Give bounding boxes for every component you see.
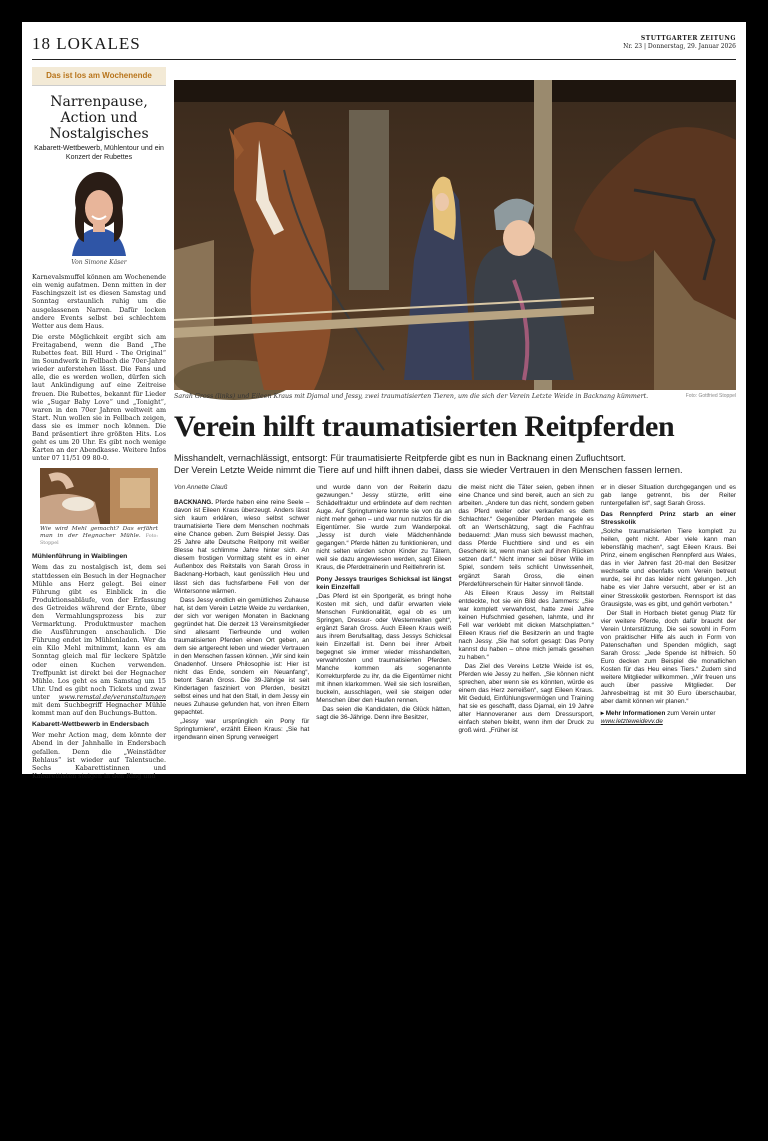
article-column-3 (459, 484, 594, 774)
mill-photo-caption: Wie wird Mehl gemacht? Das erfährt man in der Hegnacher Mühle. Foto: Stoppel (40, 526, 159, 547)
article-paragraph: Dass Jessy endlich ein gemütliches Zuhause hat, ist dem Verein Letzte Weide zu verdanken, der sich vor wenigen Monaten in Backnang gegründet hat. Die derzeit 13 Vereinsmitglieder sind allesamt Tierfreunde und wollen traumatisierten Pferden einen Ort geben, an dem sie artgerecht leben und wieder Vertrauen in den Menschen fassen können. „Wir sind kein Gnadenhof. Unsere Philosophie ist: Hier ist nicht das Ende, sondern ein Neuanfang“, betont Sarah Gross. Die 39-Jährige ist seit Kindertagen fasziniert von Pferden, besitzt selbst eines und hat den Stall, in dem Jessy ein neues Zuhause gefunden hat, von ihren Eltern gepachtet. (174, 596, 310, 717)
article-column-4 (601, 484, 736, 774)
article-column-1 (174, 484, 309, 774)
sidebar-paragraph: Wer mehr Action mag, dem könnte der Abend in der Jahnhalle in Endersbach gefallen. Denn die „Weinstädter Rehlaus“ ist wieder auf Talentsuche. Sechs Kabarettistinnen und Kabarettisten steigen in den Ring und (32, 731, 166, 780)
article-paragraph: Als Eileen Kraus Jessy im Reitstall entdeckte, hot sie ein Bild des Jammers: „Sie war komplett verwahrlost, hatte zwei Jahre keinen Hufschmied gesehen, lahmte, und ihr Fell war verklebt mit dicken Matschplatten.“ Eileen Kraus rief die Besitzerin an und fragte nach Jessy. „Sie hat sofort gesagt: Das Pony kannst du haben – ohne mich jemals gesehen zu haben.“ (458, 589, 594, 661)
horses-photo-image (174, 80, 736, 390)
article-paragraph: Das seien die Kandidaten, die Glück hätten, sagt die 36-Jährige. Denn ihre Besitzer, (316, 706, 452, 722)
remstal-link[interactable]: www.remstal.de/veranstaltungen (58, 692, 166, 701)
sidebar-paragraph: Karnevalsmuffel können am Wochenende ein wenig aufatmen. Denn mitten in der Faschingszeit ist es diesen Samstag und Sonntag erstaunlich ruhig um die ausgelassenen Narren. Dafür locken andere Events selbst bei schlechtem Wetter aus dem Haus. (32, 273, 166, 330)
article-paragraph: BACKNANG. Pferde haben eine reine Seele – davon ist Eileen Kraus überzeugt. Anders lässt sich kaum erklären, wieso selbst schwer traumatisierte Tiere dem Menschen nochmals eine Chance geben. Zum Beispiel Jessy. Das 25 Jahre alte Deutsche Reitpony mit weißer Blesse hat schlimme Jahre hinter sich. An diesem frostigen Vormittag steht es in einer Außenbox des Reitstalls von Sarah Gross in Backnang-Horbach, kaut genüsslich Heu und lässt sich das fuchsfarbene Fell von der Wintersonne wärmen. (174, 499, 310, 595)
sidebar-subtitle: Kabarett-Wettbewerb, Mühlentour und ein Konzert der Rubettes (34, 145, 164, 162)
photo-credit: Foto: Gottfried Stoppel (685, 393, 736, 399)
sidebar-heading: Mühlenführung in Waiblingen (32, 553, 128, 561)
masthead (623, 35, 736, 51)
sidebar-byline: Von Simone Käser (71, 259, 127, 267)
horses-photo (174, 80, 736, 390)
sidebar-paragraph: Wem das zu nostalgisch ist, dem sei stattdessen ein Besuch in der Hegnacher Mühle ans Herz gelegt. Bei einer Führung gibt es Einblick in die Produktionsabläufe, von der Erfassung des Getreides während der Ernte, über den Vermahlungsprozess bis zur Vermarktung. Produktmuster machen die Ausführungen anschaulich. Die Führung endet im Mühlenladen. Wer da ein Kilo Mehl mitnimmt, kann es am Sonntag gleich mal für leckere Spätzle oder einen Kuchen verwenden. Treffpunkt ist direkt bei der Hegnacher Mühle. Los geht es am Samstag um 15 Uhr. Und es gibt noch Tickets und zwar unter www.remstal.de/veranstaltungen mit dem Suchbegriff Hegnacher Mühle kommt man auf den Buchungs-Button. (32, 563, 166, 718)
article-subheading: Das Rennpferd Prinz starb an einer Stresskolik (600, 511, 736, 527)
sidebar-heading: Kabarett-Wettbewerb in Endersbach (32, 721, 149, 729)
mill-photo-image (40, 468, 158, 524)
verein-link[interactable]: www.letzteweidevv.de (600, 718, 663, 726)
section-kicker: Das ist los am Wochenende (32, 67, 166, 86)
article-byline: Von Annette Clauß (174, 484, 228, 491)
issue-info: Nr. 23 | Donnerstag, 29. Januar 2026 (623, 43, 736, 50)
article-paragraph: Das Ziel des Vereins Letzte Weide ist es, Pferden wie Jessy zu helfen. „Sie können nicht sprechen, aber wenn sie es könnten, würde es einem das Herz zerreißen“, sagt Eileen Kraus. Mit Geduld, Einfühlungsvermögen und Training hat sie es geschafft, dass Djamal, ein 19 Jahre alter Hannoveraner aus dem Dressursport, einfach stehen bleibt, wenn ihm der Druck zu groß wird. „Früher ist (458, 663, 594, 735)
weekend-column (32, 67, 166, 783)
article-paragraph: er in dieser Situation durchgegangen und es gab lange getrennt, bis der Reiter runtergefallen ist“, sagt Sarah Gross. (600, 484, 736, 508)
paper-name: STUTTGARTER ZEITUNG (640, 35, 736, 42)
article-paragraph: Der Stall in Horbach bietet genug Platz für vier weitere Pferde, doch dafür braucht der Verein Unterstützung. Die sei sowohl in Form von praktischer Hilfe als auch in Form von Patenschaften und Spenden möglich, sagt Sarah Gross: „Jede Spende ist hilfreich. 50 Euro decken zum Beispiel die monatlichen Kosten für das Heu eines Tiers.“ Zudem sind weitere Mitglieder willkommen. „Wir freuen uns auch über passive Mitglieder. Der Jahresbeitrag ist mit 30 Euro überschaubar, aber damit können wir planen.“ (600, 609, 736, 706)
page-number: 18 LOKALES (32, 34, 141, 53)
article-paragraph: und wurde dann von der Reiterin dazu gezwungen.“ Jessy stürzte, erlitt eine Schädelfraktur und erblindete auf dem rechten Auge. Auf Springturniere konnte sie von da an nicht mehr gehen – und war nun nutzlos für die Eigentümer. Sie wurde zum Wanderpokal. „Jessy ist durch viele Mädchenhände gegangen.“ Pferde hätten zu funktionieren, und nicht selten würden schon Kinder zu Tätern, weil sie dazu angewiesen werden, sagt Eileen Kraus, die Pferdetrainerin und Reitlehrerin ist. (316, 484, 452, 572)
article-deck: Misshandelt, vernachlässigt, entsorgt: Für traumatisierte Reitpferde gibt es nun in Backnang einen Zufluchtsort. Der Verein Letzte Weide nimmt die Tiere auf und hilft ihnen dabei, dass sie wieder Vertrauen in den Menschen fassen lernen. (174, 453, 683, 475)
author-portrait-image (32, 168, 166, 256)
article-paragraph: die meist nicht die Täter seien, geben ihnen eine Chance und sind bereit, auch an sich zu arbeiten. „Andere tun das nicht, sondern geben das Pferd weiter oder verkaufen es dem Schlachter.“ Gegenüber Pferden mangele es oft an Wertschätzung, sagt die Fachfrau bedauernd: „Man muss sich bewusst machen, dass Pferde Fluchttiere sind und es ein Geschenk ist, wenn man sich auf ihren Rücken setzen darf.“ Nicht immer sei böser Wille im Spiel, sondern teils schlicht Unwissenheit, ergänzt Sarah Gross, die einen Pferdeführerschein für Halter sinnvoll fände. (458, 484, 594, 588)
page-header (32, 32, 736, 60)
mill-photo (40, 468, 158, 524)
article-paragraph: „Jessy war ursprünglich ein Pony für Springturniere“, erzählt Eileen Kraus: „Sie hat irgendwann einen Sprung verweigert (174, 718, 310, 742)
article-headline: Verein hilft traumatisierten Reitpferden (174, 410, 675, 443)
sidebar-paragraph: Die erste Möglichkeit ergibt sich am Freitagabend, wenn die Band „The Rubettes feat. Bill Hurd - The Original“ im Soundwerk in Fellbach die 70er-Jahre wieder auferstehen lässt. Die Fans und alle, die es werden wollen, dürfen sich laut Ankündigung auf eine Zeitreise freuen. Die Rubettes, bekannt für Lieder wie „Sugar Baby Love“ und „Tonight“, waren in den 70er Jahren weltweit am Start. Nun wollen sie in Fellbach zeigen, dass sie es immer noch können. Die Band präsentiert ihre größten Hits. Los geht es um 20 Uhr. Es gibt noch wenige Karten an der Abendkasse. Weitere Infos unter 07 11/51 09 80-0. (32, 332, 166, 463)
article-body (174, 484, 736, 774)
sidebar-title: Narrenpause, Action und Nostalgisches (49, 94, 149, 143)
newspaper-page (22, 22, 746, 780)
article-subheading: Pony Jessys trauriges Schicksal ist längst kein Einzelfall (316, 575, 452, 591)
author-portrait (32, 168, 166, 256)
article-paragraph: „Solche traumatisierten Tiere komplett zu heilen, geht nicht. Aber viele kann man lebensfähig machen“, sagt Eileen Kraus. Bei Prinz, einem englischen Rennpferd aus Wales, das in vier Jahren fast 20-mal den Besitzer wechselte und ebenfalls vom Verein betreut wurde, sei ihr das leider nicht gelungen. „Ich habe es vier Jahre versucht, aber er ist an einer Stresskolik gestorben. Rennsport ist das Grausigste, was es gibt, und gehört verboten.“ (600, 528, 736, 608)
photo-caption: Sarah Gross (links) und Eileen Kraus mit Djamal und Jessy, zwei traumatisierten Tieren, um die sich der Verein Letzte Weide in Backnang kümmert. (174, 393, 649, 400)
more-info: ▸ Mehr Informationen zum Verein unter www.letzteweidevv.de (600, 710, 716, 726)
article-column-2 (316, 484, 451, 774)
article-paragraph: „Das Pferd ist ein Sportgerät, es bringt hohe Kosten mit sich, und dafür erwarten viele Menschen Funktionalität, egal ob es um Springen, Dressur- oder Westernreiten geht“, ergänzt Sarah Gross. Auch Eileen Kraus weiß aus ihrem Berufsalltag, dass Jessys Schicksal kein Einzelfall ist. Denn bei ihrer Arbeit begegnet sie immer wieder misshandelten, verwahrlosten und traumatisierten Pferden. Manche kommen als sogenannte Korrekturpferde zu ihr, da die Eigentümer nicht mit ihnen klarkommen. Weil sie sich losreißen, buckeln, ausschlagen, weil sie steigen oder Menschen über den Haufen rennen. (316, 592, 452, 705)
